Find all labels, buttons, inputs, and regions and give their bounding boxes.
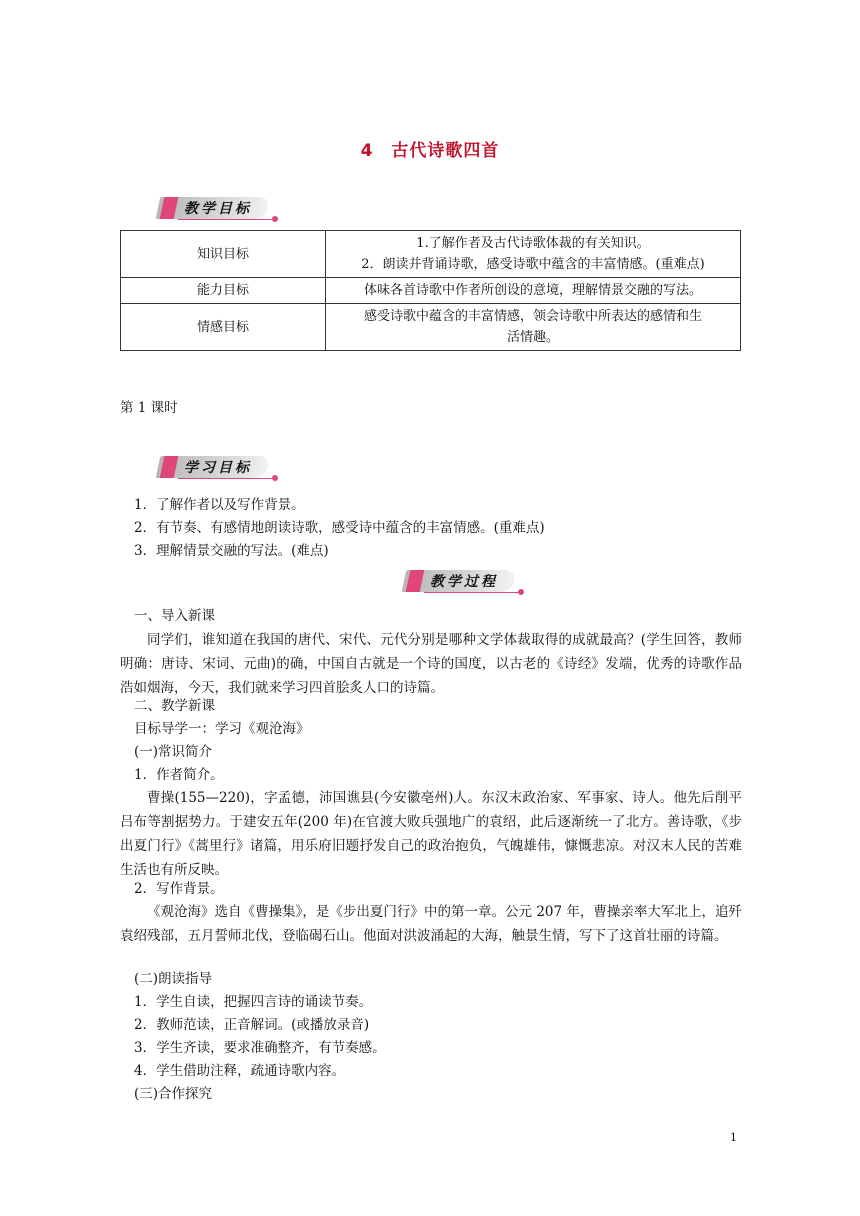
teaching-goals-table xyxy=(120,230,741,351)
reading-item: 4．学生借助注释，疏通诗歌内容。 xyxy=(134,1063,346,1079)
teaching-goals-label: 教学目标 xyxy=(184,201,252,217)
lesson-title: 古代诗歌四首 xyxy=(391,141,500,161)
goal-value xyxy=(326,231,741,278)
goal-value xyxy=(326,304,741,351)
teaching-goals-badge xyxy=(158,197,283,223)
subsection-heading: (一)常识简介 xyxy=(134,744,213,760)
table-row xyxy=(121,231,741,278)
reading-item: 3．学生齐读，要求准确整齐，有节奏感。 xyxy=(134,1040,386,1056)
item-heading: 1．作者简介。 xyxy=(134,767,224,783)
intro-paragraph: 同学们，谁知道在我国的唐代、宋代、元代分别是哪种文学体裁取得的成就最高？(学生回答，教师明确：唐诗、宋词、元曲)的确，中国自古就是一个诗的国度，以古老的《诗经》发端，优秀的诗歌作品浩如烟海，今天，我们就来学习四首脍炙人口的诗篇。 xyxy=(120,632,742,696)
subsection-heading: (二)朗读指导 xyxy=(134,971,213,987)
badge-dot-icon xyxy=(272,475,278,481)
teaching-process-label: 教学过程 xyxy=(430,574,498,590)
goal-line: 感受诗歌中蕴含的丰富情感，领会诗歌中所表达的感情和生 xyxy=(363,309,702,324)
badge-dot-icon xyxy=(518,589,524,595)
goal-line: 活情趣。 xyxy=(506,330,559,345)
reading-item: 1．学生自读，把握四言诗的诵读节奏。 xyxy=(134,994,373,1010)
reading-item: 2．教师范读，正音解词。(或播放录音) xyxy=(134,1017,370,1033)
goal-line: 体味各首诗歌中作者所创设的意境，理解情景交融的写法。 xyxy=(363,283,702,298)
author-paragraph: 曹操(155—220)，字孟德，沛国谯县(今安徽亳州)人。东汉末政治家、军事家、诗人。他先后削平吕布等割据势力。于建安五年(200 年)在官渡大败兵强地广的袁绍，此后逐渐统一了北方。善诗歌，《步出夏门行》《蒿里行》诸篇，用乐府旧题抒发自己的政治抱负，气魄雄伟，慷慨悲凉。对汉末人民的苦难生活也有所反映。 xyxy=(120,790,742,878)
learning-goals-badge xyxy=(158,456,283,482)
background-paragraph: 《观沧海》选自《曹操集》，是《步出夏门行》中的第一章。公元 207 年，曹操亲率大军北上，追歼袁绍残部，五月誓师北伐，登临碣石山。他面对洪波涌起的大海，触景生情，写下了这首壮丽的诗篇。 xyxy=(120,904,742,944)
item-heading: 2．写作背景。 xyxy=(134,881,224,897)
subsection-heading: (三)合作探究 xyxy=(134,1086,213,1102)
table-row xyxy=(121,278,741,304)
table-row xyxy=(121,304,741,351)
goal-value xyxy=(326,278,741,304)
lesson-period: 第 1 课时 xyxy=(120,400,178,416)
goal-key: 知识目标 xyxy=(121,231,326,278)
goal-heading: 目标导学一：学习《观沧海》 xyxy=(134,721,310,737)
learning-goals-label: 学习目标 xyxy=(184,460,252,476)
learning-goal-item: 3．理解情景交融的写法。(难点) xyxy=(134,543,329,559)
goal-line: 2．朗读并背诵诗歌，感受诗歌中蕴含的丰富情感。(重难点) xyxy=(361,257,705,272)
goal-key: 情感目标 xyxy=(121,304,326,351)
teaching-process-badge xyxy=(404,570,529,596)
section-heading: 一、导入新课 xyxy=(134,608,215,624)
page-title xyxy=(0,136,860,161)
lesson-number: 4 xyxy=(360,141,374,161)
goal-line: 1.了解作者及古代诗歌体裁的有关知识。 xyxy=(416,236,650,251)
goal-key: 能力目标 xyxy=(121,278,326,304)
section-heading: 二、教学新课 xyxy=(134,698,215,714)
learning-goal-item: 1．了解作者以及写作背景。 xyxy=(134,497,305,513)
learning-goal-item: 2．有节奏、有感情地朗读诗歌，感受诗中蕴含的丰富情感。(重难点) xyxy=(134,520,545,536)
badge-dot-icon xyxy=(272,216,278,222)
page-number: 1 xyxy=(730,1131,737,1144)
